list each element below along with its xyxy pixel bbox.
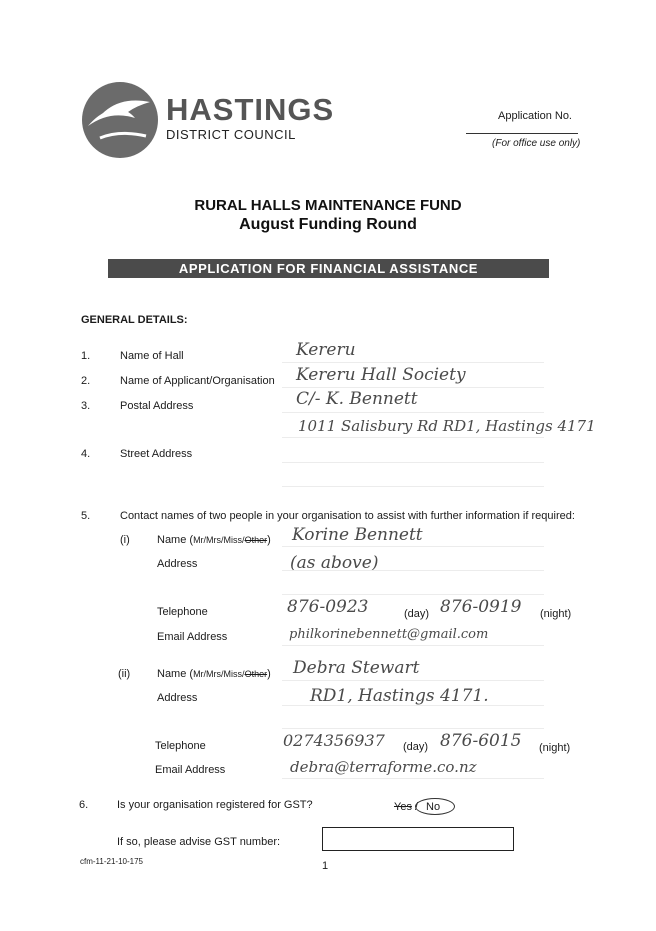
contact-line [282,680,544,681]
applicant-label: Name of Applicant/Organisation [120,375,275,387]
telephone-label: Telephone [157,606,208,618]
gst-number-input[interactable] [322,827,514,851]
contacts-intro: Contact names of two people in your organisation to assist with further information if required: [120,510,575,522]
contact-address-value[interactable]: (as above) [290,553,379,573]
section-heading: GENERAL DETAILS: [81,314,188,326]
contact-name-label: Name (Mr/Mrs/Miss/Other) [157,534,271,546]
contact-line [282,728,544,729]
doc-code: cfm-11-21-10-175 [80,857,143,866]
email-label: Email Address [157,631,228,643]
office-use-label: (For office use only) [492,138,581,149]
contact-line [282,594,544,595]
fund-title: RURAL HALLS MAINTENANCE FUND [194,197,462,214]
contact-address-label: Address [157,692,198,704]
telephone-night-value[interactable]: 876-6015 [440,731,522,751]
contact-line [282,570,544,571]
application-no-line [466,133,578,134]
contact-name-value[interactable]: Debra Stewart [293,658,420,678]
gst-question: Is your organisation registered for GST? [117,799,313,811]
application-no-label: Application No. [498,110,572,122]
email-value[interactable]: debra@terraforme.co.nz [290,758,477,776]
night-label: (night) [540,608,572,620]
field-number: 2. [81,375,91,387]
org-name: HASTINGS [166,92,335,127]
day-label: (day) [403,741,429,753]
council-logo-icon [80,80,160,160]
contact-number: (ii) [118,668,131,680]
field-number: 4. [81,448,91,460]
gst-option-separator: / [415,801,419,813]
gst-no-option[interactable]: No [426,801,441,813]
telephone-day-value[interactable]: 0274356937 [283,731,385,750]
hall-name-line [282,362,544,363]
applicant-value[interactable]: Kereru Hall Society [296,365,466,385]
hall-name-label: Name of Hall [120,350,184,362]
night-label: (night) [539,742,571,754]
telephone-night-value[interactable]: 876-0919 [440,597,522,617]
applicant-line [282,387,544,388]
postal-address-label: Postal Address [120,400,194,412]
gst-number-label: If so, please advise GST number: [117,836,281,848]
contact-line [282,778,544,779]
street-line [282,486,544,487]
telephone-day-value[interactable]: 876-0923 [287,597,369,617]
contact-line [282,705,544,706]
contact-name-label: Name (Mr/Mrs/Miss/Other) [157,668,271,680]
form-banner: APPLICATION FOR FINANCIAL ASSISTANCE [108,259,549,278]
street-address-label: Street Address [120,448,193,460]
page-number: 1 [322,860,329,872]
org-subname: DISTRICT COUNCIL [166,127,296,142]
postal-address-line1[interactable]: C/- K. Bennett [296,389,418,409]
telephone-label: Telephone [155,740,206,752]
contact-name-value[interactable]: Korine Bennett [292,525,423,545]
postal-line [282,412,544,413]
contact-line [282,645,544,646]
postal-address-line2[interactable]: 1011 Salisbury Rd RD1, Hastings 4171 [298,417,596,435]
field-number: 3. [81,400,91,412]
postal-line [282,437,544,438]
round-title: August Funding Round [239,216,417,233]
email-value[interactable]: philkorinebennett@gmail.com [289,627,489,642]
hall-name-value[interactable]: Kereru [296,340,356,360]
contact-number: (i) [120,534,130,546]
contact-address-label: Address [157,558,198,570]
field-number: 6. [79,799,89,811]
contact-line [282,546,544,547]
field-number: 5. [81,510,91,522]
email-label: Email Address [155,764,226,776]
day-label: (day) [404,608,430,620]
contact-address-value[interactable]: RD1, Hastings 4171. [310,686,489,706]
street-line [282,462,544,463]
gst-yes-option[interactable]: Yes [394,801,412,813]
field-number: 1. [81,350,91,362]
